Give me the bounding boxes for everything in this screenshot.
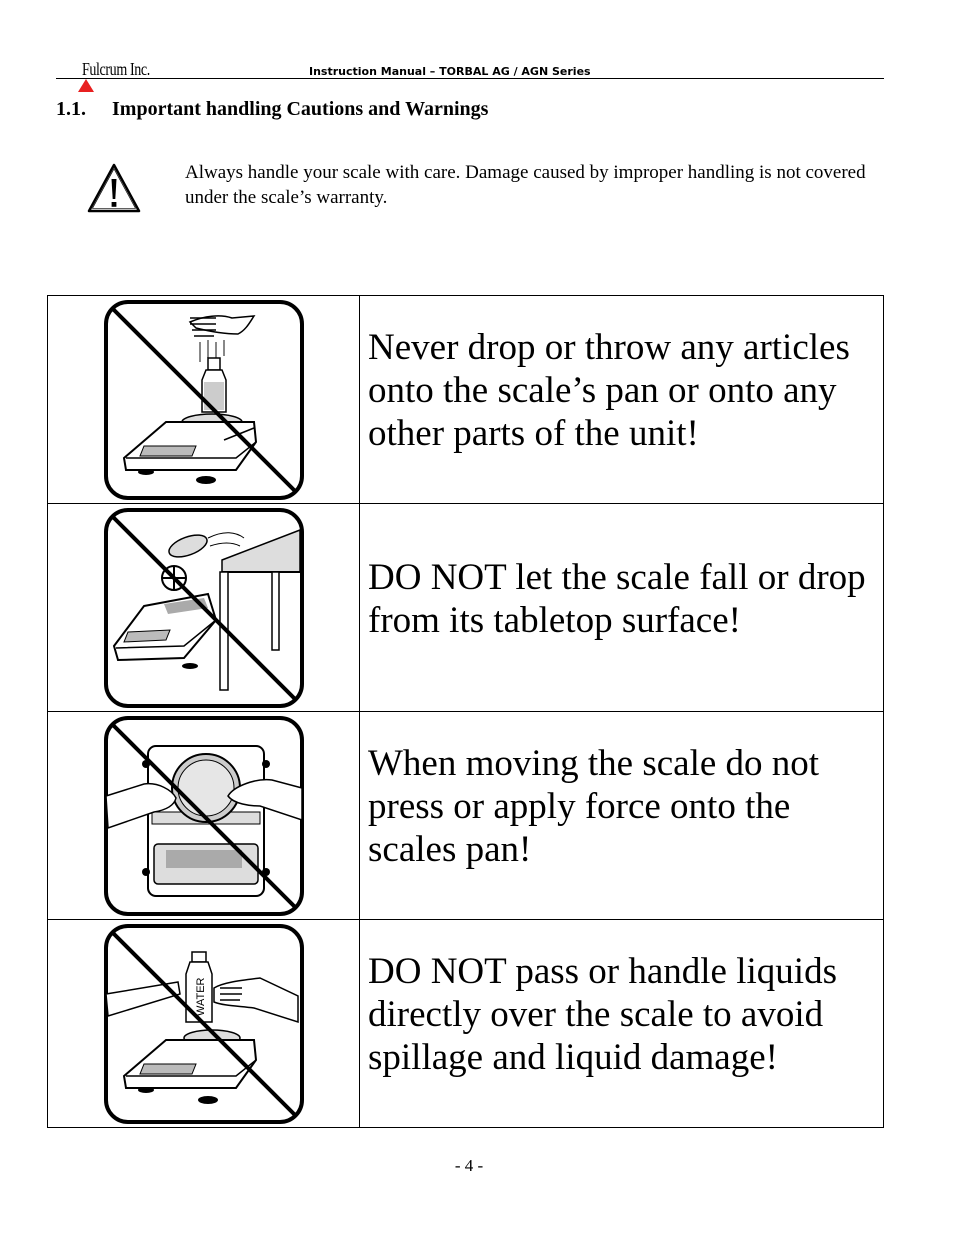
no-pressing-pan-icon: [104, 716, 304, 916]
caution-row: [48, 296, 884, 504]
caution-image-cell: [48, 712, 360, 920]
company-logo: Fulcrum Inc.: [82, 59, 150, 79]
no-liquids-icon: [104, 924, 304, 1124]
caution-text: DO NOT let the scale fall or drop from its tabletop surface!: [360, 504, 884, 712]
caution-text: Never drop or throw any articles onto the scale’s pan or onto any other parts of the unit!: [360, 296, 884, 504]
caution-text: DO NOT pass or handle liquids directly over the scale to avoid spillage and liquid damage!: [360, 920, 884, 1128]
logo-triangle-icon: [78, 79, 94, 92]
no-scale-falling-icon: [104, 508, 304, 708]
section-title: Important handling Cautions and Warnings: [112, 98, 489, 120]
bottle-label: WATER: [194, 977, 207, 1016]
section-number: 1.1.: [56, 98, 86, 120]
header-rule: [56, 78, 884, 79]
header-title: Instruction Manual – TORBAL AG / AGN Series: [309, 65, 591, 78]
cautions-table: [47, 295, 884, 1128]
caution-image-cell: [48, 296, 360, 504]
caution-row: [48, 712, 884, 920]
intro-text: Always handle your scale with care. Damage caused by improper handling is not covered under the scale’s warranty.: [185, 162, 866, 208]
caution-text: When moving the scale do not press or apply force onto the scales pan!: [360, 712, 884, 920]
caution-image-cell: [48, 920, 360, 1128]
caution-image-cell: [48, 504, 360, 712]
page-number: - 4 -: [454, 1156, 484, 1175]
caution-row: [48, 504, 884, 712]
warning-triangle-icon: [86, 162, 142, 214]
caution-row: [48, 920, 884, 1128]
section-heading: [56, 98, 488, 121]
page-header: [56, 56, 884, 80]
no-dropping-objects-icon: [104, 300, 304, 500]
